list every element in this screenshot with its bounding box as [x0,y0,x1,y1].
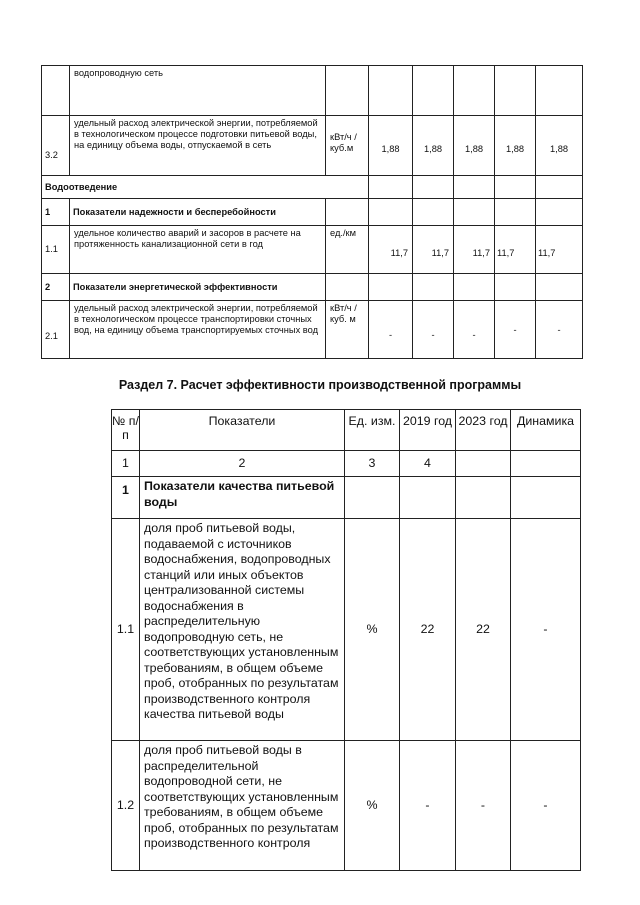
group-row [42,274,583,301]
table-row [112,741,581,871]
value-2023: 22 [456,519,511,741]
group-title: Показатели энергетической эффективности [70,274,326,301]
unit-cell: % [345,741,400,871]
value-cell: - [536,301,583,359]
row-number: 1.1 [112,519,140,741]
indicators-table [41,65,583,359]
header-row [112,410,581,451]
col-header-number: № п/п [112,410,140,451]
indicator-name: доля проб питьевой воды в распределительной водопроводной сети, не соответствующих установленным требованиям, в общем объеме проб, отобранных по результатам производственного контроля [140,741,345,871]
section-title: Водоотведение [42,176,369,199]
col-header-2023: 2023 год [456,410,511,451]
value-cell: 11,7 [413,226,454,274]
value-cell: 11,7 [454,226,495,274]
indicator-name: удельное количество аварий и засоров в расчете на протяженность канализационной сети в год [70,226,326,274]
dynamics-cell: - [511,741,581,871]
indicator-name: удельный расход электрической энергии, потребляемой в технологическом процессе подготовки питьевой воды, на единицу объема воды, отпускаемой в сеть [70,116,326,176]
col-number: 1 [112,451,140,477]
group-title: Показатели надежности и бесперебойности [70,199,326,226]
value-2023: - [456,741,511,871]
group-title: Показатели качества питьевой воды [140,477,345,519]
table-row [42,66,583,116]
value-cell: 11,7 [536,226,583,274]
value-cell: - [413,301,454,359]
col-number: 4 [400,451,456,477]
indicator-name: водопроводную сеть [70,66,326,116]
value-2019: - [400,741,456,871]
value-cell: 1,88 [495,116,536,176]
group-row [112,477,581,519]
col-number: 2 [140,451,345,477]
indicator-name: удельный расход электрической энергии, потребляемой в технологическом процессе транспортировки сточных вод, на единицу объема транспортируемых сточных вод [70,301,326,359]
unit-cell: ед./км [326,226,369,274]
col-header-2019: 2019 год [400,410,456,451]
value-cell: 11,7 [495,226,536,274]
table-row [42,301,583,359]
row-number: 1.2 [112,741,140,871]
table-row [42,226,583,274]
group-row [42,199,583,226]
value-cell: 1,88 [369,116,413,176]
unit-cell: кВт/ч /куб.м [326,116,369,176]
indicator-name: доля проб питьевой воды, подаваемой с источников водоснабжения, водопроводных станций или иных объектов централизованной системы водоснабжения в распределительную водопроводную сеть, не соответствующих установленным требованиям, в общем объеме проб, отобранных по результатам производственного контроля качества питьевой воды [140,519,345,741]
value-cell: - [369,301,413,359]
table-row [112,519,581,741]
row-number: 3.2 [42,116,70,176]
row-number: 2.1 [42,301,70,359]
group-number: 1 [112,477,140,519]
value-cell: - [454,301,495,359]
value-cell: 11,7 [369,226,413,274]
row-number: 1.1 [42,226,70,274]
col-header-dynamics: Динамика [511,410,581,451]
value-cell: 1,88 [454,116,495,176]
value-2019: 22 [400,519,456,741]
section-row [42,176,583,199]
dynamics-cell: - [511,519,581,741]
section-heading: Раздел 7. Расчет эффективности производственной программы [118,378,522,392]
col-header-unit: Ед. изм. [345,410,400,451]
row-number [42,66,70,116]
unit-cell: % [345,519,400,741]
col-number: 3 [345,451,400,477]
value-cell: 1,88 [536,116,583,176]
group-number: 1 [42,199,70,226]
value-cell: 1,88 [413,116,454,176]
value-cell: - [495,301,536,359]
unit-cell: кВт/ч /куб. м [326,301,369,359]
group-number: 2 [42,274,70,301]
table-row [42,116,583,176]
numbering-row [112,451,581,477]
efficiency-table [111,409,581,871]
col-header-indicators: Показатели [140,410,345,451]
